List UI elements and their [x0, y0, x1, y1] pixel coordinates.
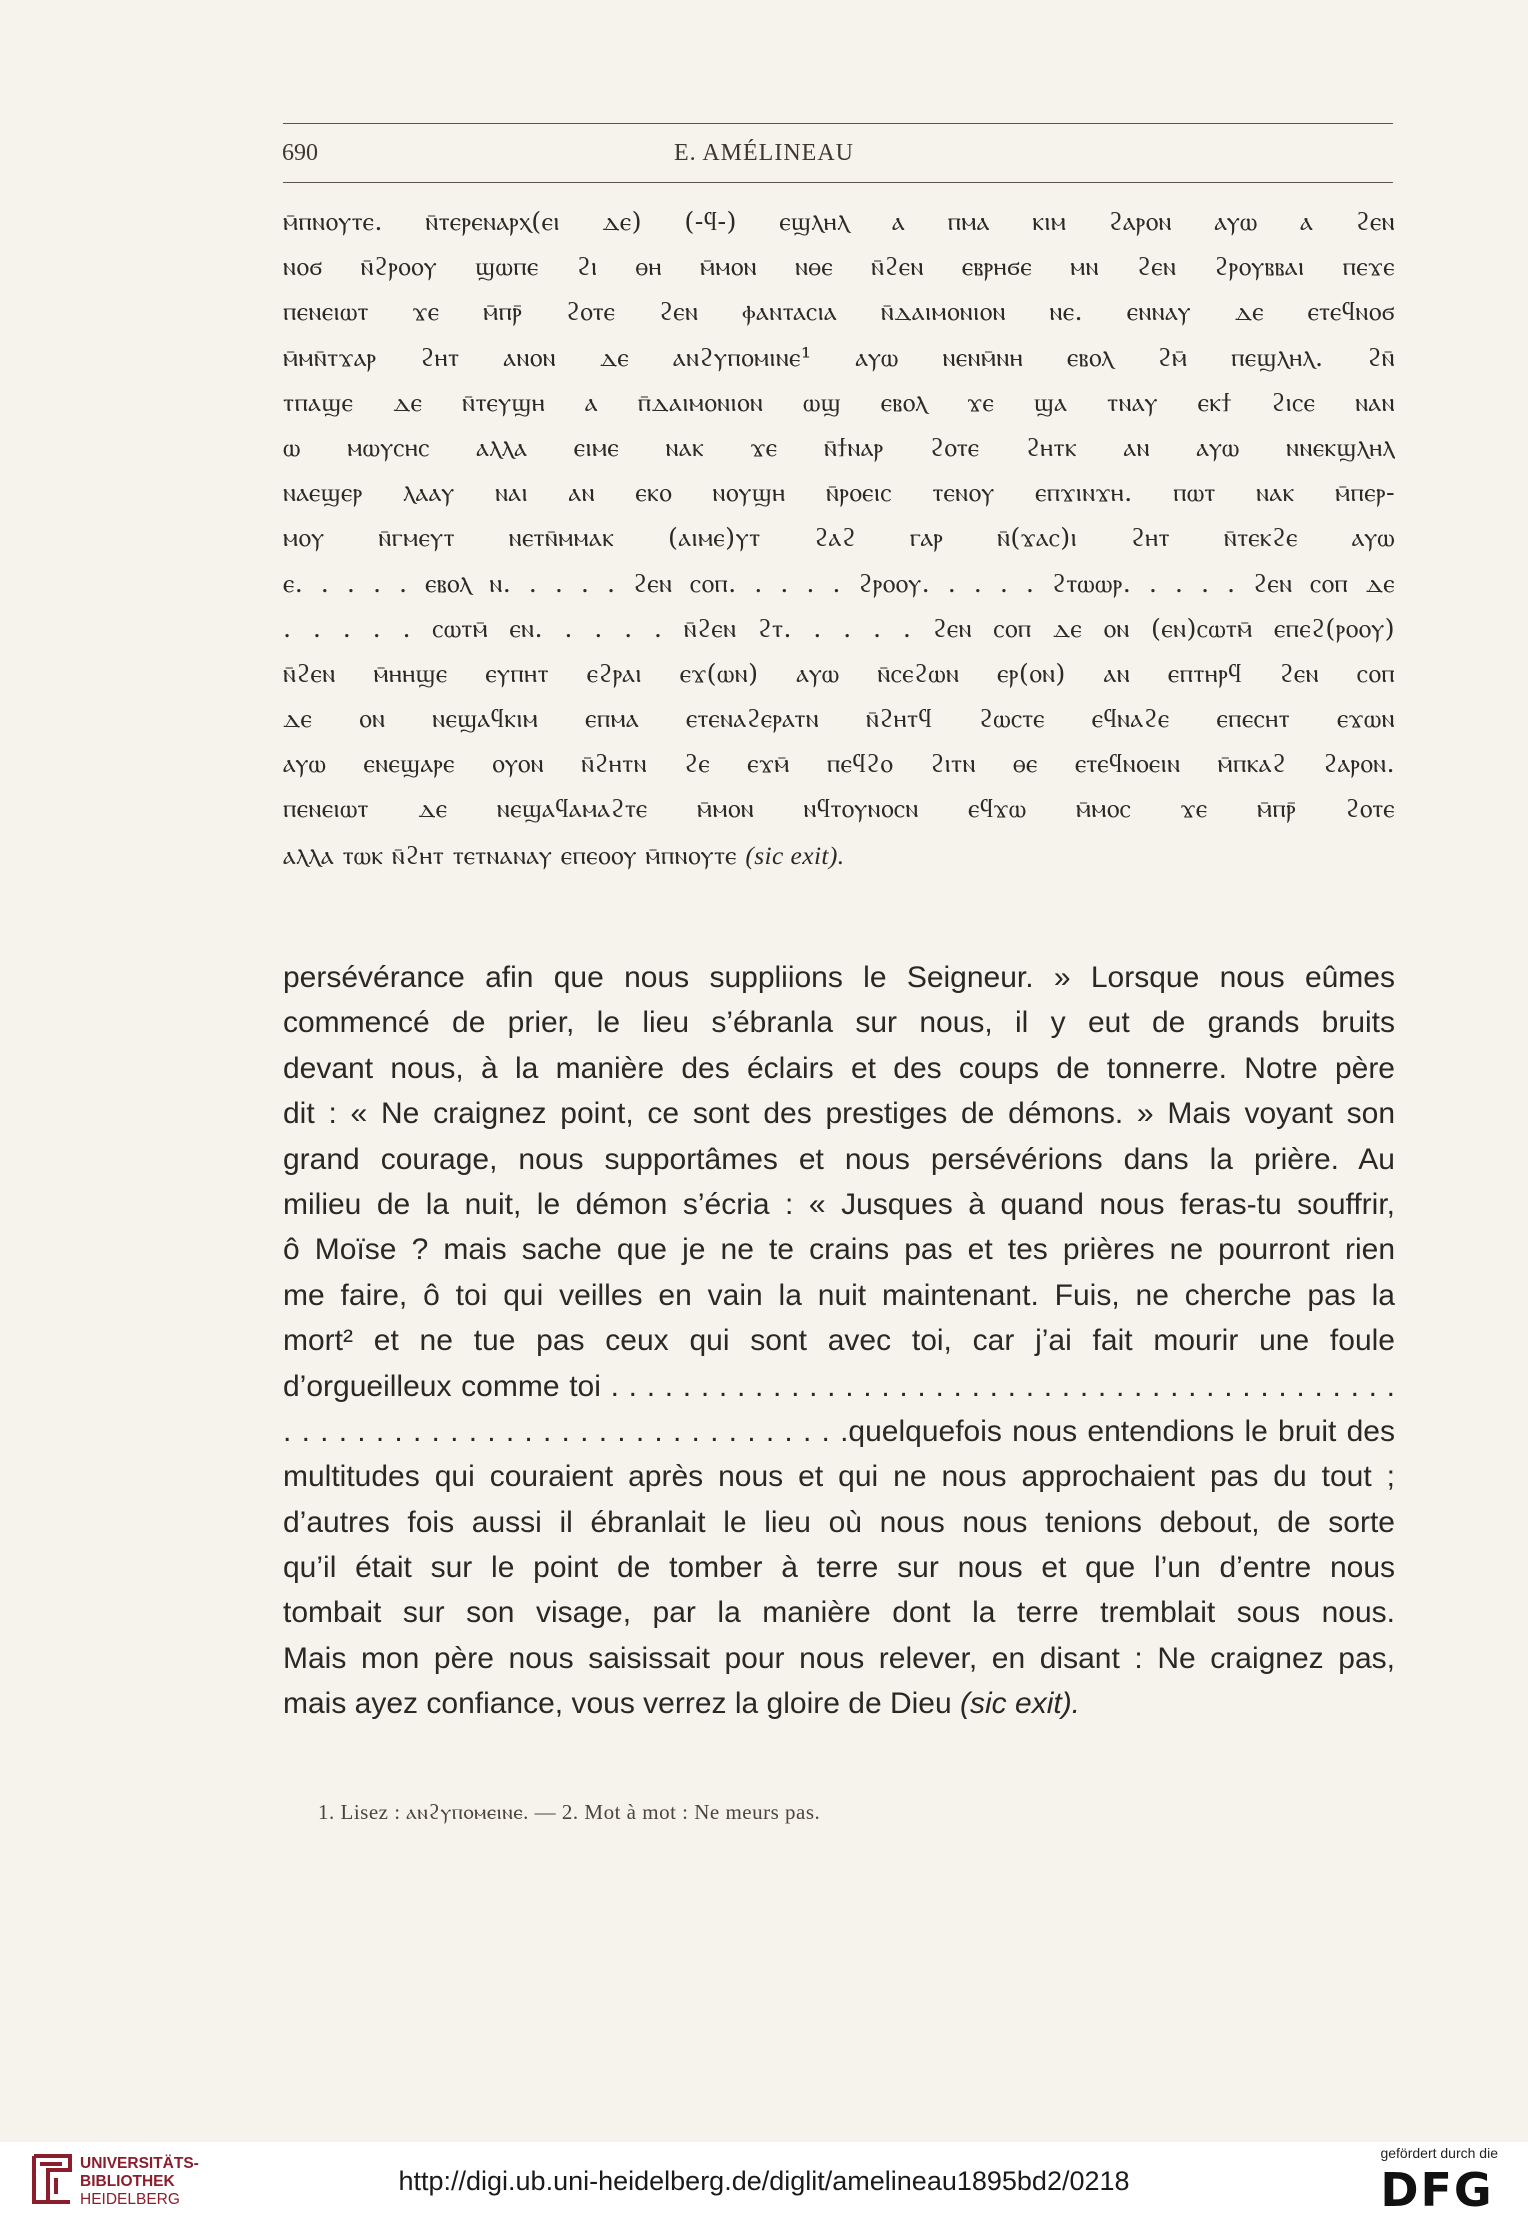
- source-url-link[interactable]: http://digi.ub.uni-heidelberg.de/diglit/amelineau1895bd2/0218: [398, 2166, 1130, 2196]
- coptic-line: ⲙ̄ⲙⲛ̄ⲧϫⲁⲣ ϩⲏⲧ ⲁⲛⲟⲛ ⲇⲉ ⲁⲛϩⲩⲡⲟⲙⲓⲛⲉ¹ ⲁⲩⲱ ⲛⲉⲛⲙ̄ⲛⲏ ⲉⲃⲟⲗ ϩⲙ̄ ⲡⲉϣⲗⲏⲗ. ϩⲛ̄: [283, 342, 1395, 373]
- library-name-line: BIBLIOTHEK: [80, 2173, 175, 2190]
- coptic-text-block: [283, 200, 1395, 878]
- french-line: Mais mon père nous saisissait pour nous relever, en disant : Ne craignez pas,: [283, 1641, 1395, 1675]
- french-line: persévérance afin que nous suppliions le Seigneur. » Lorsque nous eûmes: [283, 961, 1395, 994]
- coptic-line: ⲱ ⲙⲱⲩⲥⲏⲥ ⲁⲗⲗⲁ ⲉⲓⲙⲉ ⲛⲁⲕ ϫⲉ ⲛ̄ϯⲛⲁⲣ ϩⲟⲧⲉ ϩⲏⲧⲕ ⲁⲛ ⲁⲩⲱ ⲛⲛⲉⲕϣⲗⲏⲗ: [283, 432, 1395, 463]
- coptic-line: . . . . . ⲥⲱⲧⲙ̄ ⲉⲛ. . . . . ⲛ̄ϩⲉⲛ ϩⲧ. . . . . ϩⲉⲛ ⲥⲟⲡ ⲇⲉ ⲟⲛ (ⲉⲛ)ⲥⲱⲧⲙ̄ ⲉⲡⲉϩ(ⲣⲟⲟⲩ): [283, 613, 1395, 644]
- coptic-line: ⲇⲉ ⲟⲛ ⲛⲉϣⲁϥⲕⲓⲙ ⲉⲡⲙⲁ ⲉⲧⲉⲛⲁϩⲉⲣⲁⲧⲛ ⲛ̄ϩⲏⲧϥ ϩⲱⲥⲧⲉ ⲉϥⲛⲁϩⲉ ⲉⲡⲉⲥⲏⲧ ⲉϫⲱⲛ: [283, 704, 1395, 735]
- coptic-line: ⲁⲩⲱ ⲉⲛⲉϣⲁⲣⲉ ⲟⲩⲟⲛ ⲛ̄ϩⲏⲧⲛ ϩⲉ ⲉϫⲙ̄ ⲡⲉϥϩⲟ ϩⲓⲧⲛ ⲑⲉ ⲉⲧⲉϥⲛⲟⲉⲓⲛ ⲙ̄ⲡⲕⲁϩ ϩⲁⲣⲟⲛ.: [283, 749, 1395, 780]
- french-line: devant nous, à la manière des éclairs et des coups de tonnerre. Notre père: [283, 1051, 1395, 1085]
- french-line: d’autres fois aussi il ébranlait le lieu où nous nous tenions debout, de sorte: [283, 1505, 1395, 1539]
- french-line: tombait sur son visage, par la manière dont la terre tremblait sous nous.: [283, 1596, 1395, 1630]
- french-line: multitudes qui couraient après nous et qui ne nous approchaient pas du tout ;: [283, 1460, 1395, 1494]
- french-line: commencé de prier, le lieu s’ébranla sur nous, il y eut de grands bruits: [283, 1006, 1395, 1040]
- french-line: ô Moïse ? mais sache que je ne te crains pas et tes prières ne pourront rien: [283, 1233, 1395, 1267]
- library-name-line: HEIDELBERG: [80, 2191, 180, 2208]
- coptic-line: ⲛⲟϭ ⲛ̄ϩⲣⲟⲟⲩ ϣⲱⲡⲉ ϩⲓ ⲑⲏ ⲙ̄ⲙⲟⲛ ⲛⲑⲉ ⲛ̄ϩⲉⲛ ⲉⲃⲣⲏϭⲉ ⲙⲛ ϩⲉⲛ ϩⲣⲟⲩⲃⲃⲁⲓ ⲡⲉϫⲉ: [283, 252, 1395, 283]
- coptic-line: ⲡⲉⲛⲉⲓⲱⲧ ⲇⲉ ⲛⲉϣⲁϥⲁⲙⲁϩⲧⲉ ⲙ̄ⲙⲟⲛ ⲛϥⲧⲟⲩⲛⲟⲥⲛ ⲉϥϫⲱ ⲙ̄ⲙⲟⲥ ϫⲉ ⲙ̄ⲡⲣ̄ ϩⲟⲧⲉ: [283, 794, 1395, 825]
- header-top-rule: [283, 123, 1393, 124]
- coptic-line: ⲧⲡⲁϣⲉ ⲇⲉ ⲛ̄ⲧⲉⲩϣⲏ ⲁ ⲡ̄ⲇⲁⲓⲙⲟⲛⲓⲟⲛ ⲱϣ ⲉⲃⲟⲗ ϫⲉ ϣⲁ ⲧⲛⲁⲩ ⲉⲕϯ ϩⲓⲥⲉ ⲛⲁⲛ: [283, 387, 1395, 418]
- coptic-line: ⲛ̄ϩⲉⲛ ⲙ̄ⲏⲏϣⲉ ⲉⲩⲡⲏⲧ ⲉϩⲣⲁⲓ ⲉϫ(ⲱⲛ) ⲁⲩⲱ ⲛ̄ⲥⲉϩⲱⲛ ⲉⲣ(ⲟⲛ) ⲁⲛ ⲉⲡⲧⲏⲣϥ ϩⲉⲛ ⲥⲟⲡ: [283, 658, 1395, 689]
- sic-exit-note: (sic exit).: [960, 1687, 1081, 1721]
- coptic-line: ⲙⲟⲩ ⲛ̄ⲅⲙⲉⲩⲧ ⲛⲉⲧⲛ̄ⲙⲙⲁⲕ (ⲁⲓⲙⲉ)ⲩⲧ ϩⲁϩ ⲅⲁⲣ ⲛ̄(ϫⲁⲥ)ⲓ ϩⲏⲧ ⲛ̄ⲧⲉⲕϩⲉ ⲁⲩⲱ: [283, 523, 1395, 554]
- footnotes: 1. Lisez : ⲁⲛϩⲩⲡⲟⲙⲉⲓⲛⲉ. — 2. Mot à mot : Ne meurs pas.: [318, 1800, 821, 1824]
- coptic-line: ⲉ. . . . . ⲉⲃⲟⲗ ⲛ. . . . . ϩⲉⲛ ⲥⲟⲡ. . . . . ϩⲣⲟⲟⲩ. . . . . ϩⲧⲱⲱⲣ. . . . . ϩⲉⲛ ⲥⲟⲡ ⲇⲉ: [283, 568, 1395, 599]
- page-number: 690: [282, 140, 318, 166]
- dfg-logo-icon: [1376, 2166, 1498, 2210]
- french-line: grand courage, nous supportâmes et nous persévérions dans la prière. Au: [283, 1142, 1395, 1176]
- running-title: E. AMÉLINEAU: [674, 140, 854, 166]
- french-line-text: mais ayez confiance, vous verrez la gloire de Dieu: [283, 1687, 952, 1721]
- coptic-line: ⲙ̄ⲡⲛⲟⲩⲧⲉ. ⲛ̄ⲧⲉⲣⲉⲛⲁⲣⲭ(ⲉⲓ ⲇⲉ) (-ϥ-) ⲉϣⲗⲏⲗ ⲁ ⲡⲙⲁ ⲕⲓⲙ ϩⲁⲣⲟⲛ ⲁⲩⲱ ⲁ ϩⲉⲛ: [283, 207, 1395, 237]
- funded-by-label: gefördert durch die: [1380, 2145, 1498, 2161]
- french-line: mort² et ne tue pas ceux qui sont avec toi, car j’ai fait mourir une foule: [283, 1324, 1395, 1358]
- french-line: dit : « Ne craignez point, ce sont des prestiges de démons. » Mais voyant son: [283, 1097, 1395, 1131]
- french-line: . . . . . . . . . . . . . . . . . . . . . . . . . . . . . . .quelquefois nous entendions le bruit des: [283, 1414, 1395, 1448]
- french-line-last: [283, 1681, 1395, 1726]
- french-line: d’orgueilleux comme toi . . . . . . . . . . . . . . . . . . . . . . . . . . . . . . . . . . . . . . . . . . . .: [283, 1369, 1395, 1403]
- coptic-line-text: ⲁⲗⲗⲁ ⲧⲱⲕ ⲛ̄ϩⲏⲧ ⲧⲉⲧⲛⲁⲛⲁⲩ ⲉⲡⲉⲟⲟⲩ ⲙ̄ⲡⲛⲟⲩⲧⲉ: [283, 840, 737, 871]
- sic-exit-note: (sic exit).: [745, 840, 845, 870]
- coptic-line-last: [283, 833, 1395, 878]
- french-line: qu’il était sur le point de tomber à terre sur nous et que l’un d’entre nous: [283, 1551, 1395, 1585]
- coptic-line: ⲛⲁⲉϣⲉⲣ ⲗⲁⲁⲩ ⲛⲁⲓ ⲁⲛ ⲉⲕⲟ ⲛⲟⲩϣⲏ ⲛ̄ⲣⲟⲉⲓⲥ ⲧⲉⲛⲟⲩ ⲉⲡϫⲓⲛϫⲏ. ⲡⲱⲧ ⲛⲁⲕ ⲙ̄ⲡⲉⲣ-: [283, 478, 1395, 509]
- french-line: milieu de la nuit, le démon s’écria : « Jusques à quand nous feras-tu souffrir,: [283, 1187, 1395, 1221]
- french-translation-block: [283, 955, 1395, 1727]
- header-bottom-rule: [283, 182, 1393, 183]
- dfg-logo-text: DFG: [1380, 2166, 1494, 2210]
- french-line: me faire, ô toi qui veilles en vain la nuit maintenant. Fuis, ne cherche pas la: [283, 1278, 1395, 1312]
- library-name-line: UNIVERSITÄTS-: [80, 2155, 199, 2172]
- coptic-line: ⲡⲉⲛⲉⲓⲱⲧ ϫⲉ ⲙ̄ⲡⲣ̄ ϩⲟⲧⲉ ϩⲉⲛ ⲫⲁⲛⲧⲁⲥⲓⲁ ⲛ̄ⲇⲁⲓⲙⲟⲛⲓⲟⲛ ⲛⲉ. ⲉⲛⲛⲁⲩ ⲇⲉ ⲉⲧⲉϥⲛⲟϭ: [283, 297, 1395, 328]
